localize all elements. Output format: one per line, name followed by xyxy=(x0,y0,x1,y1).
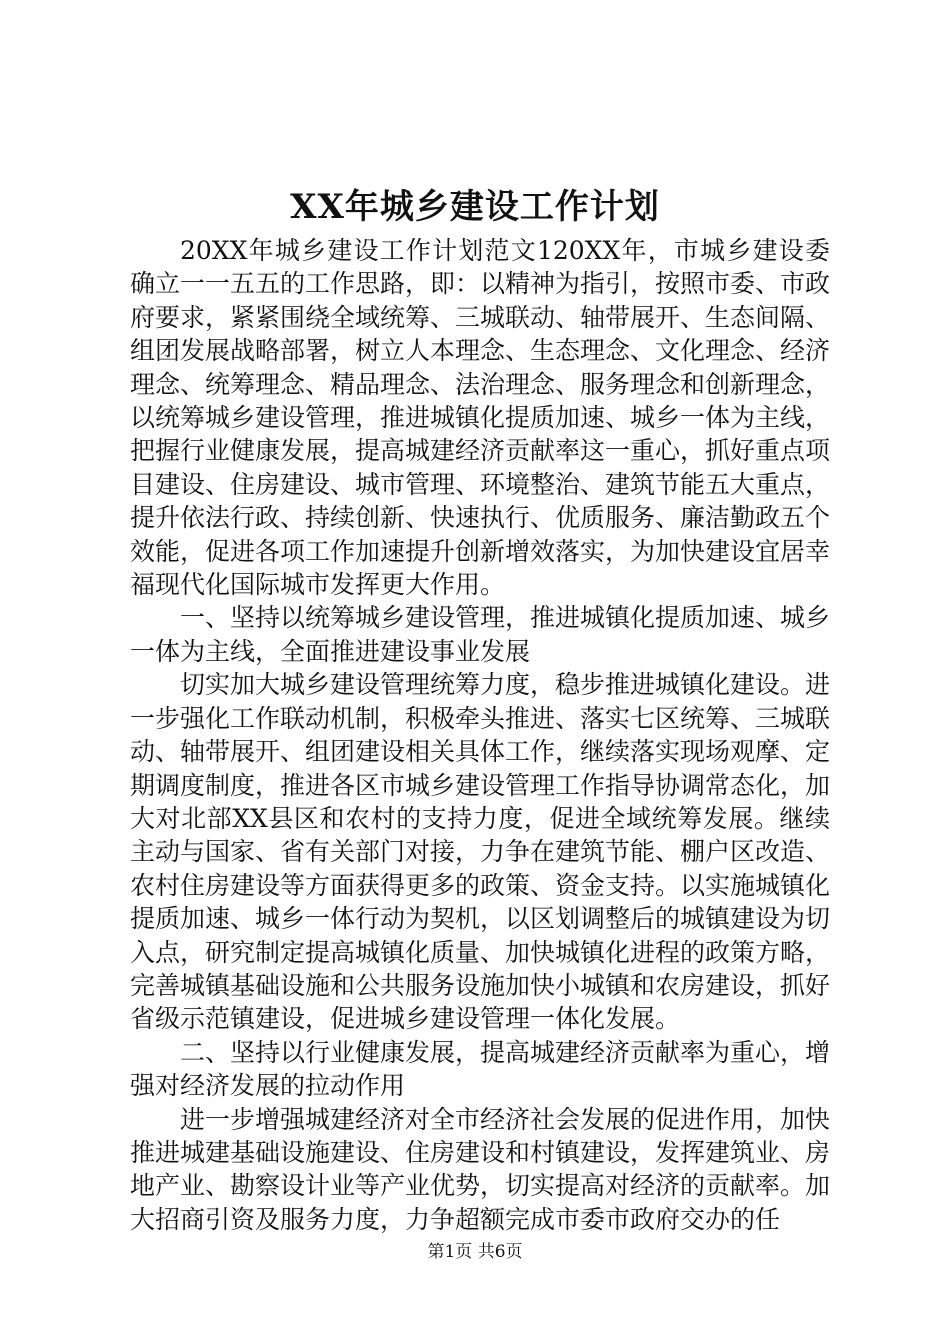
section-heading: 一、坚持以统筹城乡建设管理，推进城镇化提质加速、城乡一体为主线，全面推进建设事业发展 xyxy=(130,603,831,666)
body-paragraph: 切实加大城乡建设管理统筹力度，稳步推进城镇化建设。进一步强化工作联动机制，积极牵头推进、落实七区统筹、三城联动、轴带展开、组团建设相关具体工作，继续落实现场观摩、定期调度制度，推进各区市城乡建设管理工作指导协调常态化，加大对北部XX县区和农村的支持力度，促进全域统筹发展。继续主动与国家、省有关部门对接，力争在建筑节能、棚户区改造、农村住房建设等方面获得更多的政策、资金支持。以实施城镇化提质加速、城乡一体行动为契机，以区划调整后的城镇建设为切入点，研究制定提高城镇化质量、加快城镇化进程的政策方略，完善城镇基础设施和公共服务设施加快小城镇和农房建设，抓好省级示范镇建设，促进城乡建设管理一体化发展。 xyxy=(130,670,831,1034)
body-paragraph: 20XX年城乡建设工作计划范文120XX年，市城乡建设委确立一一五五的工作思路，即：以精神为指引，按照市委、市政府要求，紧紧围绕全域统筹、三城联动、轴带展开、生态间隔、组团发展战略部署，树立人本理念、生态理念、文化理念、经济理念、统筹理念、精品理念、法治理念、服务理念和创新理念，以统筹城乡建设管理，推进城镇化提质加速、城乡一体为主线，把握行业健康发展，提高城建经济贡献率这一重心，抓好重点项目建设、住房建设、城市管理、环境整治、建筑节能五大重点，提升依法行政、持续创新、快速执行、优质服务、廉洁勤政五个效能，促进各项工作加速提升创新增效落实，为加快建设宜居幸福现代化国际城市发挥更大作用。 xyxy=(130,236,831,600)
section-heading: 二、坚持以行业健康发展，提高城建经济贡献率为重心，增强对经济发展的拉动作用 xyxy=(130,1037,831,1101)
page-number-footer: 第1页 共6页 xyxy=(427,1242,523,1262)
document-title: XX年城乡建设工作计划 xyxy=(290,187,660,227)
body-paragraph: 进一步增强城建经济对全市经济社会发展的促进作用，加快推进城建基础设施建设、住房建设和村镇建设，发挥建筑业、房地产业、勘察设计业等产业优势，切实提高对经济的贡献率。加大招商引资及服务力度，力争超额完成市委市政府交办的任 xyxy=(130,1104,831,1234)
document-body xyxy=(130,234,830,1236)
